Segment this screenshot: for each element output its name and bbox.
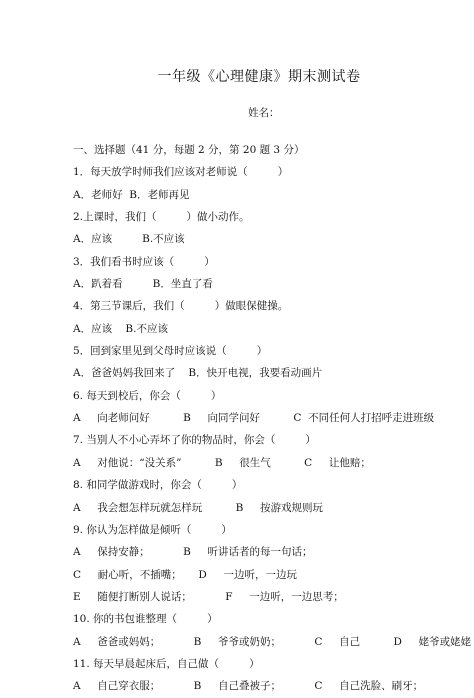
question-4: 4．第三节课后，我们（ ）做眼保健操。 bbox=[73, 300, 289, 313]
question-3-options: A．趴着看 B．坐直了看 bbox=[73, 278, 213, 291]
question-7-options: A 对他说：“没关系” B 很生气 C 让他赔； bbox=[73, 456, 371, 469]
question-9-options-ef: E 随便打断别人说话； F 一边听，一边思考； bbox=[73, 590, 344, 603]
question-8: 8. 和同学做游戏时，你会（ ） bbox=[73, 479, 243, 492]
question-1-options: A．老师好 B．老师再见 bbox=[73, 188, 190, 201]
question-6: 6. 每天到校后，你会（ ） bbox=[73, 389, 222, 402]
question-3: 3．我们看书时应该（ ） bbox=[73, 255, 215, 268]
question-1: 1．每天放学时师我们应该对老师说（ ） bbox=[73, 166, 289, 179]
name-label: 姓名： bbox=[248, 107, 280, 119]
question-9-options-ab: A 保持安静； B 听讲话者的每一句话； bbox=[73, 546, 313, 559]
question-2: 2.上课时，我们（ ）做小动作。 bbox=[73, 211, 250, 224]
question-8-options: A 我会想怎样玩就怎样玩 B 按游戏规则玩 bbox=[73, 501, 324, 514]
section-heading: 一、选择题（41 分，每题 2 分，第 20 题 3 分） bbox=[73, 144, 305, 156]
question-5: 5．回到家里见到父母时应该说（ ） bbox=[73, 345, 268, 358]
question-11-options: A 自己穿衣服； B 自己叠被子； C 自己洗脸、刷牙； bbox=[73, 680, 424, 693]
question-2-options: A．应该 B.不应该 bbox=[73, 233, 185, 246]
questions-section bbox=[73, 139, 472, 698]
question-4-options: A．应该 B.不应该 bbox=[73, 322, 168, 335]
page-title: 一年级《心理健康》期末测试卷 bbox=[157, 69, 361, 85]
question-6-options: A 向老师问好 B 向同学问好 C 不同任何人打招呼走进班级 bbox=[73, 412, 435, 425]
question-11: 11. 每天早晨起床后，自己做（ ） bbox=[73, 657, 260, 670]
question-5-options: A．爸爸妈妈我回来了 B．快开电视，我要看动画片 bbox=[73, 367, 323, 380]
question-9: 9. 你认为怎样做是倾听（ ） bbox=[73, 523, 232, 536]
question-7: 7. 当别人不小心弄坏了你的物品时，你会（ ） bbox=[73, 434, 316, 447]
question-10: 10. 你的书包谁整理（ ） bbox=[73, 613, 218, 626]
question-10-options: A 爸爸或妈妈； B 爷爷或奶奶； C 自己 D 姥爷或姥姥 bbox=[73, 635, 472, 648]
question-9-options-cd: C 耐心听，不插嘴； D 一边听，一边玩 bbox=[73, 568, 298, 581]
